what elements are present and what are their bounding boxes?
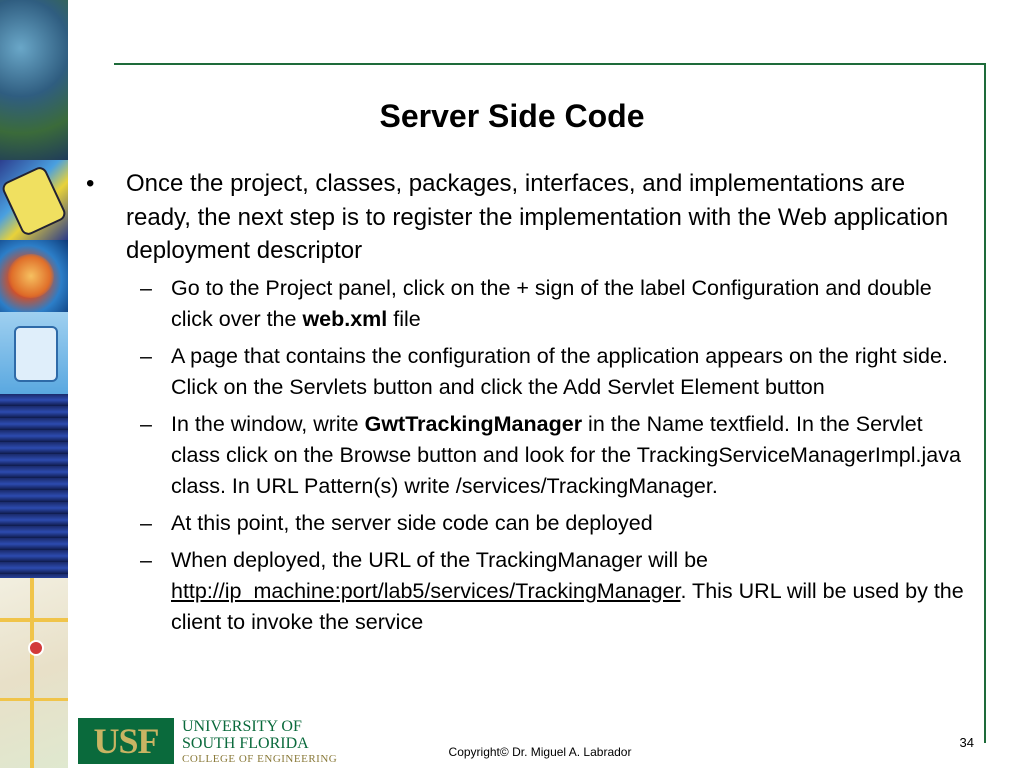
phone-image	[0, 312, 68, 394]
dash-mark: –	[140, 547, 152, 572]
map-road	[0, 698, 68, 701]
sub-bullet-text: At this point, the server side code can be deployed	[171, 510, 653, 535]
sub-bullet-text: When deployed, the URL of the TrackingManager will be	[171, 547, 708, 572]
slide-body	[86, 167, 966, 644]
sub-bullet-text: Go to the Project panel, click on the + sign of the label Configuration and double click over the	[171, 275, 932, 331]
gadget-icon	[0, 165, 68, 238]
earth-satellite-image	[0, 0, 68, 160]
sub-bullet-text: in the Name textfield. In the Servlet class click on the Browse button and look for the TrackingServiceManagerImpl.java class. In URL Pattern(s) write /services/TrackingManager.	[171, 411, 961, 498]
tracking-manager-url-link[interactable]: http://ip_machine:port/lab5/services/TrackingManager	[171, 578, 681, 603]
dash-mark: –	[140, 510, 152, 535]
slide-title: Server Side Code	[379, 98, 645, 134]
dash-mark: –	[140, 275, 152, 300]
sub-bullet-text: In the window, write	[171, 411, 365, 436]
bullet-mark: •	[86, 170, 95, 197]
main-bullet-text: Once the project, classes, packages, interfaces, and implementations are ready, the next step is to register the implementation with the Web application deployment descriptor	[126, 170, 949, 264]
sub-bullet	[86, 409, 966, 502]
sub-bullet-list	[86, 273, 966, 638]
sub-bullet	[86, 545, 966, 638]
filename-bold: web.xml	[302, 306, 388, 331]
dash-mark: –	[140, 411, 152, 436]
sub-bullet	[86, 508, 966, 539]
circuit-board-image	[0, 394, 68, 578]
top-divider	[114, 63, 986, 65]
gadgets-image	[0, 160, 68, 240]
sub-bullet-text: file	[387, 306, 421, 331]
logo-line-college: COLLEGE OF ENGINEERING	[182, 753, 338, 765]
dash-mark: –	[140, 343, 152, 368]
logo-line-south-florida: SOUTH FLORIDA	[182, 735, 309, 752]
servlet-name-bold: GwtTrackingManager	[364, 411, 583, 436]
main-bullet	[86, 167, 966, 268]
street-map-image	[0, 578, 68, 768]
brain-icon	[8, 254, 54, 298]
map-road	[0, 618, 68, 622]
sub-bullet	[86, 273, 966, 335]
sub-bullet-text: A page that contains the configuration of the application appears on the right side. Click on the Servlets button and click the Add Servlet Element button	[171, 343, 948, 399]
sub-bullet-text: . This URL will be used by the client to invoke the service	[171, 578, 964, 634]
right-divider	[984, 63, 986, 743]
usf-logo-mark: USF	[78, 718, 174, 764]
logo-line-university: UNIVERSITY OF	[182, 718, 302, 735]
brain-image	[0, 240, 68, 312]
map-pin-icon	[28, 640, 44, 656]
phone-icon	[14, 326, 58, 382]
page-number: 34	[959, 735, 974, 750]
copyright-notice: Copyright© Dr. Miguel A. Labrador	[448, 745, 632, 759]
sub-bullet	[86, 341, 966, 403]
map-road	[30, 578, 34, 768]
